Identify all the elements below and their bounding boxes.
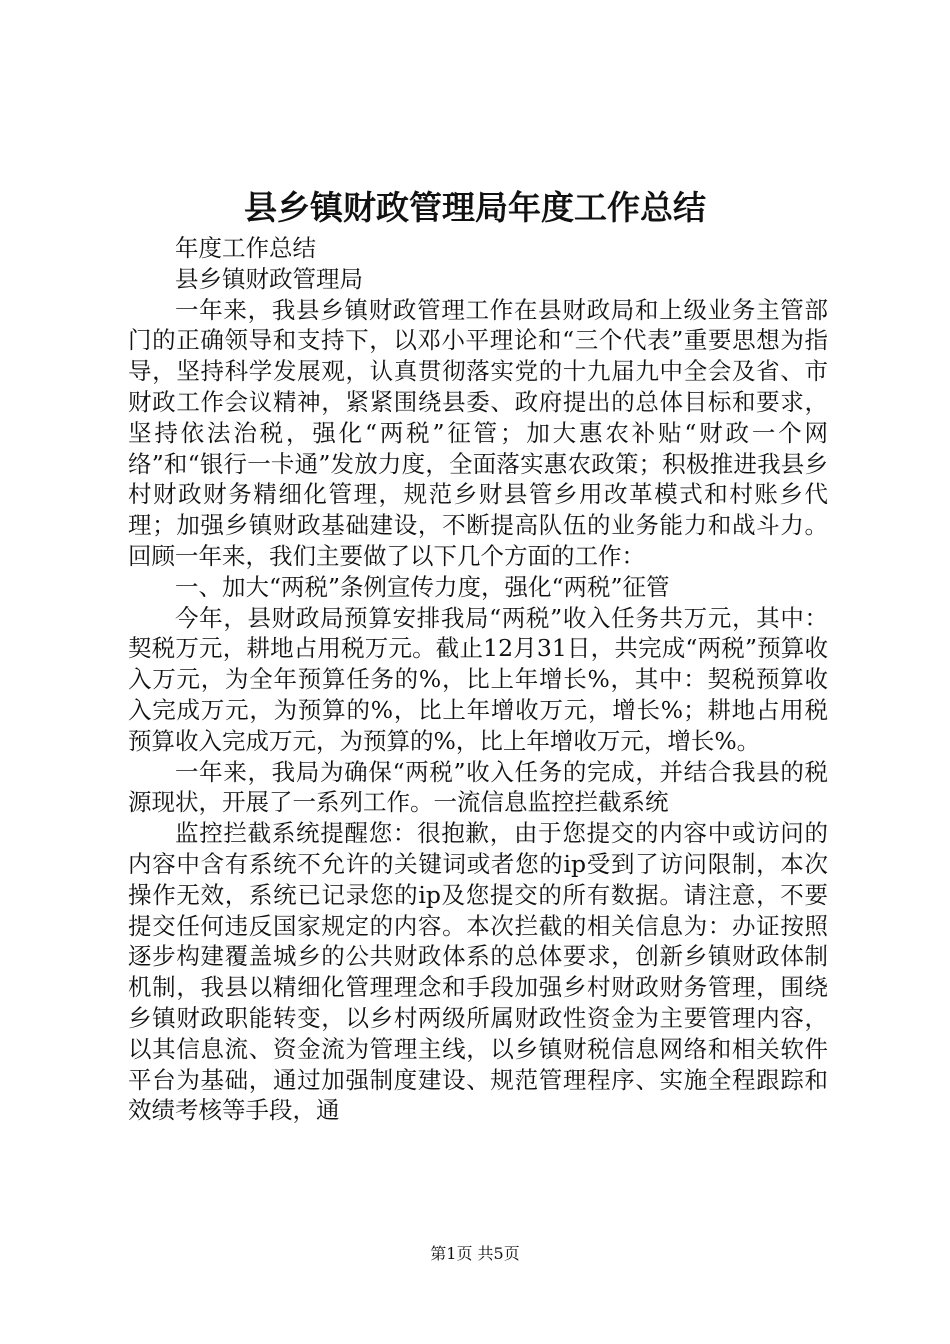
section-heading-1: 一、加大“两税”条例宣传力度，强化“两税”征管 <box>175 572 670 601</box>
paragraph-overview: 一年来，我县乡镇财政管理工作在县财政局和上级业务主管部门的正确领导和支持下，以邓小平理论和“三个代表”重要思想为指导，坚持科学发展观，认真贯彻落实党的十九届九中全会及省、市财政工作会议精神，紧紧围绕县委、政府提出的总体目标和要求，坚持依法治税，强化“两税”征管；加大惠农补贴“财政一个网络”和“银行一卡通”发放力度，全面落实惠农政策；积极推进我县乡村财政财务精细化管理，规范乡财县管乡用改革模式和村账乡代理；加强乡镇财政基础建设，不断提高队伍的业务能力和战斗力。回顾一年来，我们主要做了以下几个方面的工作： <box>128 295 828 570</box>
paragraph-intercept-notice: 监控拦截系统提醒您：很抱歉，由于您提交的内容中或访问的内容中含有系统不允许的关键词或者您的ip受到了访问限制，本次操作无效，系统已记录您的ip及您提交的所有数据。请注意，不要提交任何违反国家规定的内容。本次拦截的相关信息为：办证按照逐步构建覆盖城乡的公共财政体系的总体要求，创新乡镇财政体制机制，我县以精细化管理理念和手段加强乡村财政财务管理，围绕乡镇财政职能转变，以乡村两级所属财政性资金为主要管理内容，以其信息流、资金流为管理主线，以乡镇财税信息网络和相关软件平台为基础，通过加强制度建设、规范管理程序、实施全程跟踪和效绩考核等手段，通 <box>128 819 828 1125</box>
paragraph-subtitle: 年度工作总结 <box>175 234 316 262</box>
paragraph-tax-work: 一年来，我局为确保“两税”收入任务的完成，并结合我县的税源现状，开展了一系列工作。一流信息监控拦截系统 <box>128 757 828 817</box>
document-title: 县乡镇财政管理局年度工作总结 <box>244 188 706 227</box>
page-number-footer: 第1页 共5页 <box>430 1244 520 1263</box>
document-body <box>128 233 828 1126</box>
paragraph-tax-revenue: 今年，县财政局预算安排我局“两税”收入任务共万元，其中：契税万元，耕地占用税万元。截止12月31日，共完成“两税”预算收入万元，为全年预算任务的%，比上年增长%，其中：契税预算收入完成万元，为预算的%，比上年增收万元，增长%；耕地占用税预算收入完成万元，为预算的%，比上年增收万元，增长%。 <box>128 603 828 755</box>
paragraph-organization: 县乡镇财政管理局 <box>175 264 363 293</box>
